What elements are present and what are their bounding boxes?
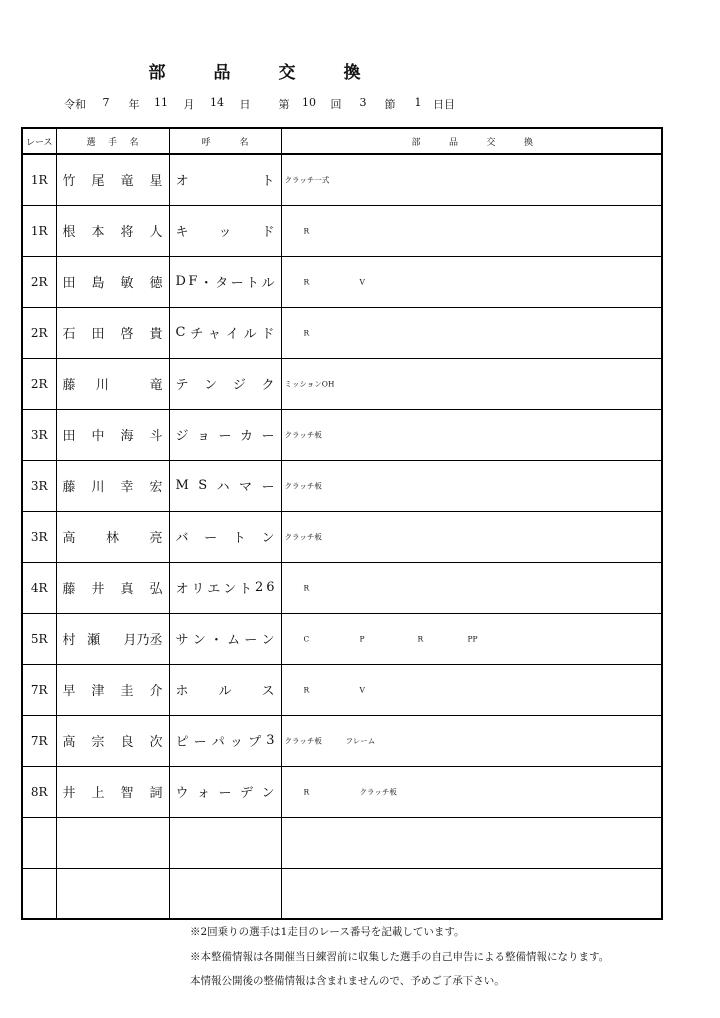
table-row bbox=[22, 511, 662, 562]
nickname-char: ム bbox=[227, 633, 241, 648]
race-cell: 3R bbox=[22, 460, 56, 511]
part-item: R bbox=[303, 277, 310, 286]
nickname-char: ド bbox=[261, 225, 275, 240]
part-item: クラッチ板 bbox=[284, 481, 322, 490]
header-yobi bbox=[169, 128, 281, 154]
parts-cell bbox=[281, 613, 662, 664]
session-label-kai: 回 bbox=[330, 98, 342, 111]
date-day-label: 日 bbox=[239, 98, 251, 111]
day-number: 1 bbox=[414, 96, 422, 109]
racer-name-part: 川 bbox=[91, 480, 105, 495]
nickname-char: ン bbox=[204, 378, 218, 393]
table-row bbox=[22, 817, 662, 868]
table-row bbox=[22, 205, 662, 256]
race-cell bbox=[22, 868, 56, 919]
section-label: 節 bbox=[384, 98, 396, 111]
racer-name-cell bbox=[56, 409, 169, 460]
nickname-char: ン bbox=[261, 633, 275, 648]
nickname-cell bbox=[169, 715, 281, 766]
header-parts-char: 品 bbox=[448, 137, 458, 148]
nickname-char: D bbox=[175, 274, 186, 289]
nickname-char: リ bbox=[191, 582, 205, 597]
racer-name-part: 中 bbox=[91, 429, 105, 444]
nickname-char: チ bbox=[190, 327, 204, 342]
title-char: 部 bbox=[148, 63, 166, 83]
race-cell: 5R bbox=[22, 613, 56, 664]
nickname-cell bbox=[169, 511, 281, 562]
footnotes bbox=[190, 920, 609, 994]
date-year: 7 bbox=[102, 96, 110, 109]
racer-name-part: 斗 bbox=[149, 429, 163, 444]
nickname-char: ジ bbox=[175, 429, 189, 444]
racer-name-cell bbox=[56, 307, 169, 358]
nickname-char: C bbox=[175, 325, 186, 340]
parts-cell bbox=[281, 766, 662, 817]
racer-name-part: 川 bbox=[95, 378, 109, 393]
nickname-cell bbox=[169, 817, 281, 868]
nickname-char: サ bbox=[175, 633, 189, 648]
nickname-char: ク bbox=[261, 378, 275, 393]
racer-name-part: 竜 bbox=[120, 174, 134, 190]
racer-name-part: 藤 bbox=[62, 378, 76, 393]
racer-name-part: 田 bbox=[62, 276, 76, 291]
racer-name-part: 宏 bbox=[149, 480, 163, 495]
racer-name-part: 徳 bbox=[149, 276, 163, 291]
nickname-char: ・ bbox=[209, 633, 223, 648]
nickname-char: エ bbox=[207, 582, 221, 597]
table-row bbox=[22, 613, 662, 664]
part-item: クラッチ板 bbox=[284, 430, 322, 439]
nickname-cell bbox=[169, 613, 281, 664]
racer-name-part: 弘 bbox=[149, 582, 163, 597]
racer-name-part: 尾 bbox=[91, 174, 105, 190]
parts-exchange-table bbox=[21, 127, 663, 920]
nickname-char: ・ bbox=[199, 276, 213, 291]
session-number: 10 bbox=[302, 96, 316, 109]
nickname-char: バ bbox=[175, 531, 189, 546]
date-day: 14 bbox=[210, 96, 224, 109]
race-cell: 3R bbox=[22, 511, 56, 562]
nickname-char: ー bbox=[244, 633, 258, 648]
race-cell bbox=[22, 817, 56, 868]
parts-cell bbox=[281, 715, 662, 766]
header-name-char: 選 bbox=[86, 137, 96, 148]
racer-name-cell bbox=[56, 817, 169, 868]
nickname-cell bbox=[169, 154, 281, 205]
header-parts bbox=[281, 128, 662, 154]
racer-name-part: 林 bbox=[105, 531, 119, 546]
racer-name-cell bbox=[56, 868, 169, 919]
nickname-char: ー bbox=[261, 480, 275, 495]
race-cell: 4R bbox=[22, 562, 56, 613]
header-race: レース bbox=[22, 128, 56, 154]
table-row bbox=[22, 460, 662, 511]
part-item: クラッチ一式 bbox=[284, 175, 330, 185]
nickname-char: キ bbox=[175, 225, 189, 240]
part-item: R bbox=[303, 685, 310, 694]
racer-name-part: 圭 bbox=[120, 684, 134, 699]
nickname-char: タ bbox=[215, 276, 229, 291]
title-char: 交 bbox=[278, 63, 296, 83]
part-item: R bbox=[303, 226, 310, 235]
nickname-char: ス bbox=[261, 684, 275, 699]
racer-name-part: 根 bbox=[62, 225, 76, 240]
racer-name-part: 真 bbox=[120, 582, 134, 597]
parts-cell bbox=[281, 358, 662, 409]
table-row bbox=[22, 766, 662, 817]
racer-name-part: 介 bbox=[149, 684, 163, 699]
header-yobi-char: 呼 bbox=[201, 137, 211, 148]
nickname-cell bbox=[169, 766, 281, 817]
title-char: 換 bbox=[343, 63, 361, 83]
racer-name-part: 竜 bbox=[149, 378, 163, 393]
nickname-char: ト bbox=[239, 582, 253, 597]
table-row bbox=[22, 358, 662, 409]
nickname-char: ト bbox=[261, 174, 275, 190]
racer-name-part: 石 bbox=[62, 327, 76, 342]
part-item: R bbox=[417, 634, 424, 643]
racer-name-part: 人 bbox=[149, 225, 163, 240]
nickname-char: ル bbox=[261, 276, 275, 291]
nickname-char: ッ bbox=[229, 735, 243, 750]
header-name-char: 名 bbox=[129, 137, 139, 148]
header-parts-char: 換 bbox=[523, 137, 533, 148]
note-line: ※2回乗りの選手は1走目のレース番号を記載しています。 bbox=[190, 926, 465, 938]
parts-cell bbox=[281, 562, 662, 613]
racer-name-cell bbox=[56, 460, 169, 511]
nickname-cell bbox=[169, 868, 281, 919]
note-line: ※本整備情報は各開催当日練習前に収集した選手の自己申告による整備情報になります。 bbox=[190, 950, 610, 963]
racer-name-cell bbox=[56, 205, 169, 256]
header-parts-char: 交 bbox=[486, 137, 496, 148]
racer-name-part: 亮 bbox=[149, 531, 163, 546]
part-item: R bbox=[303, 787, 310, 796]
racer-name-part: 将 bbox=[120, 225, 134, 240]
racer-name-part: 宗 bbox=[91, 735, 105, 750]
nickname-char: ジ bbox=[232, 378, 246, 393]
nickname-char: ウ bbox=[175, 786, 189, 801]
nickname-cell bbox=[169, 562, 281, 613]
nickname-cell bbox=[169, 307, 281, 358]
racer-name-part: 星 bbox=[149, 174, 163, 190]
racer-name-cell bbox=[56, 511, 169, 562]
race-cell: 7R bbox=[22, 664, 56, 715]
part-item: V bbox=[359, 277, 365, 286]
nickname-char: テ bbox=[175, 378, 189, 393]
nickname-char: ッ bbox=[218, 225, 232, 240]
nickname-char: デ bbox=[239, 786, 253, 801]
nickname-char: F bbox=[188, 274, 198, 289]
parts-cell bbox=[281, 307, 662, 358]
part-item: フレーム bbox=[345, 736, 376, 745]
part-item: R bbox=[303, 328, 310, 337]
header-yobi-char: 名 bbox=[239, 137, 249, 148]
racer-name-cell bbox=[56, 154, 169, 205]
nickname-char: M bbox=[175, 478, 189, 493]
table-row bbox=[22, 715, 662, 766]
nickname-char: ン bbox=[223, 582, 237, 597]
part-item: クラッチ板 bbox=[284, 736, 322, 745]
nickname-char: ト bbox=[246, 276, 260, 291]
table-row bbox=[22, 664, 662, 715]
racer-name-cell bbox=[56, 562, 169, 613]
date-month: 11 bbox=[154, 96, 168, 109]
race-cell: 2R bbox=[22, 307, 56, 358]
part-item: クラッチ板 bbox=[284, 532, 322, 541]
nickname-char: S bbox=[198, 478, 208, 493]
nickname-char: ン bbox=[192, 633, 206, 648]
racer-name-part: 藤 bbox=[62, 480, 76, 495]
part-item: V bbox=[359, 685, 365, 694]
nickname-char: ォ bbox=[196, 786, 210, 801]
nickname-char: ル bbox=[218, 684, 232, 699]
page-title bbox=[0, 58, 720, 82]
racer-name-part: 藤 bbox=[62, 582, 76, 597]
parts-cell bbox=[281, 511, 662, 562]
race-cell: 1R bbox=[22, 205, 56, 256]
racer-name-part: 貴 bbox=[149, 327, 163, 342]
racer-name-part: 早 bbox=[62, 684, 76, 699]
nickname-char: ョ bbox=[196, 429, 210, 444]
header-name bbox=[56, 128, 169, 154]
nickname-cell bbox=[169, 664, 281, 715]
header-row bbox=[22, 128, 662, 154]
nickname-cell bbox=[169, 358, 281, 409]
table-row bbox=[22, 562, 662, 613]
nickname-char: ト bbox=[232, 531, 246, 546]
racer-name-part: 上 bbox=[91, 786, 105, 801]
part-item: P bbox=[359, 634, 365, 643]
racer-name-cell bbox=[56, 766, 169, 817]
header-name-char: 手 bbox=[107, 137, 117, 148]
racer-name-cell bbox=[56, 256, 169, 307]
nickname-char: ホ bbox=[175, 684, 189, 699]
racer-name-part: 島 bbox=[91, 276, 105, 291]
racer-name-part: 高 bbox=[62, 735, 76, 750]
date-year-label: 年 bbox=[128, 98, 140, 111]
nickname-char: パ bbox=[211, 735, 225, 750]
header-parts-char: 部 bbox=[411, 137, 421, 148]
parts-cell bbox=[281, 205, 662, 256]
nickname-char: ン bbox=[261, 786, 275, 801]
nickname-char: カ bbox=[239, 429, 253, 444]
racer-name-part: 詞 bbox=[149, 786, 163, 801]
section-number: 3 bbox=[359, 96, 367, 109]
nickname-cell bbox=[169, 409, 281, 460]
racer-name-part: 村 bbox=[62, 633, 76, 648]
racer-name-part: 敏 bbox=[120, 276, 134, 291]
part-item: C bbox=[303, 634, 310, 643]
nickname-char: 6 bbox=[266, 580, 275, 595]
parts-cell bbox=[281, 664, 662, 715]
racer-name-cell bbox=[56, 715, 169, 766]
race-cell: 3R bbox=[22, 409, 56, 460]
date-line bbox=[0, 96, 720, 112]
race-cell: 1R bbox=[22, 154, 56, 205]
nickname-cell bbox=[169, 460, 281, 511]
racer-name-part: 田 bbox=[62, 429, 76, 444]
nickname-char: イ bbox=[225, 327, 239, 342]
nickname-char: ー bbox=[218, 429, 232, 444]
nickname-char: マ bbox=[239, 480, 253, 495]
part-item: PP bbox=[467, 634, 478, 643]
date-era: 令和 bbox=[64, 98, 86, 111]
table-row bbox=[22, 256, 662, 307]
racer-name-part: 次 bbox=[149, 735, 163, 750]
part-item: ミッションOH bbox=[284, 379, 335, 388]
racer-name-cell bbox=[56, 358, 169, 409]
parts-cell bbox=[281, 409, 662, 460]
race-cell: 7R bbox=[22, 715, 56, 766]
racer-name-part: 津 bbox=[91, 684, 105, 699]
nickname-cell bbox=[169, 256, 281, 307]
nickname-char: オ bbox=[175, 174, 189, 190]
nickname-char: ン bbox=[261, 531, 275, 546]
nickname-char: オ bbox=[175, 582, 189, 597]
nickname-cell bbox=[169, 205, 281, 256]
table-row bbox=[22, 154, 662, 205]
racer-name-part: 田 bbox=[91, 327, 105, 342]
nickname-char: 3 bbox=[266, 733, 275, 748]
day-label: 日目 bbox=[433, 98, 455, 111]
racer-name-part: 本 bbox=[91, 225, 105, 240]
table-row bbox=[22, 307, 662, 358]
racer-name-part: 海 bbox=[120, 429, 134, 444]
racer-name-part: 高 bbox=[62, 531, 76, 546]
racer-name-part: 良 bbox=[120, 735, 134, 750]
racer-name-cell bbox=[56, 664, 169, 715]
part-item: クラッチ板 bbox=[359, 787, 397, 796]
parts-cell bbox=[281, 256, 662, 307]
nickname-char: ド bbox=[261, 327, 275, 342]
title-char: 品 bbox=[213, 63, 231, 83]
nickname-char: ピ bbox=[175, 735, 189, 750]
nickname-char: プ bbox=[248, 735, 262, 750]
part-item: R bbox=[303, 583, 310, 592]
race-cell: 2R bbox=[22, 358, 56, 409]
parts-cell bbox=[281, 460, 662, 511]
session-label-dai: 第 bbox=[278, 98, 290, 111]
parts-cell bbox=[281, 868, 662, 919]
race-cell: 8R bbox=[22, 766, 56, 817]
racer-name-part: 智 bbox=[120, 786, 134, 801]
racer-name-part: 井 bbox=[62, 786, 76, 801]
date-month-label: 月 bbox=[183, 98, 195, 111]
race-cell: 2R bbox=[22, 256, 56, 307]
nickname-char: ャ bbox=[208, 327, 222, 342]
parts-cell bbox=[281, 817, 662, 868]
nickname-char: ー bbox=[193, 735, 207, 750]
note-line: 本情報公開後の整備情報は含まれませんので、予めご了承下さい。 bbox=[190, 975, 505, 987]
racer-name-part: 月乃丞 bbox=[123, 633, 163, 648]
racer-name-part: 竹 bbox=[62, 174, 76, 190]
nickname-char: ル bbox=[243, 327, 257, 342]
racer-name-part: 幸 bbox=[120, 480, 134, 495]
nickname-char: ー bbox=[204, 531, 218, 546]
nickname-char: ー bbox=[261, 429, 275, 444]
table-row bbox=[22, 409, 662, 460]
racer-name-part: 井 bbox=[91, 582, 105, 597]
nickname-char: ハ bbox=[216, 480, 230, 495]
nickname-char: ー bbox=[230, 276, 244, 291]
racer-name-part: 瀬 bbox=[87, 633, 101, 648]
parts-cell bbox=[281, 154, 662, 205]
racer-name-part: 啓 bbox=[120, 327, 134, 342]
nickname-char: ー bbox=[218, 786, 232, 801]
table-row bbox=[22, 868, 662, 919]
racer-name-cell bbox=[56, 613, 169, 664]
nickname-char: 2 bbox=[255, 580, 264, 595]
